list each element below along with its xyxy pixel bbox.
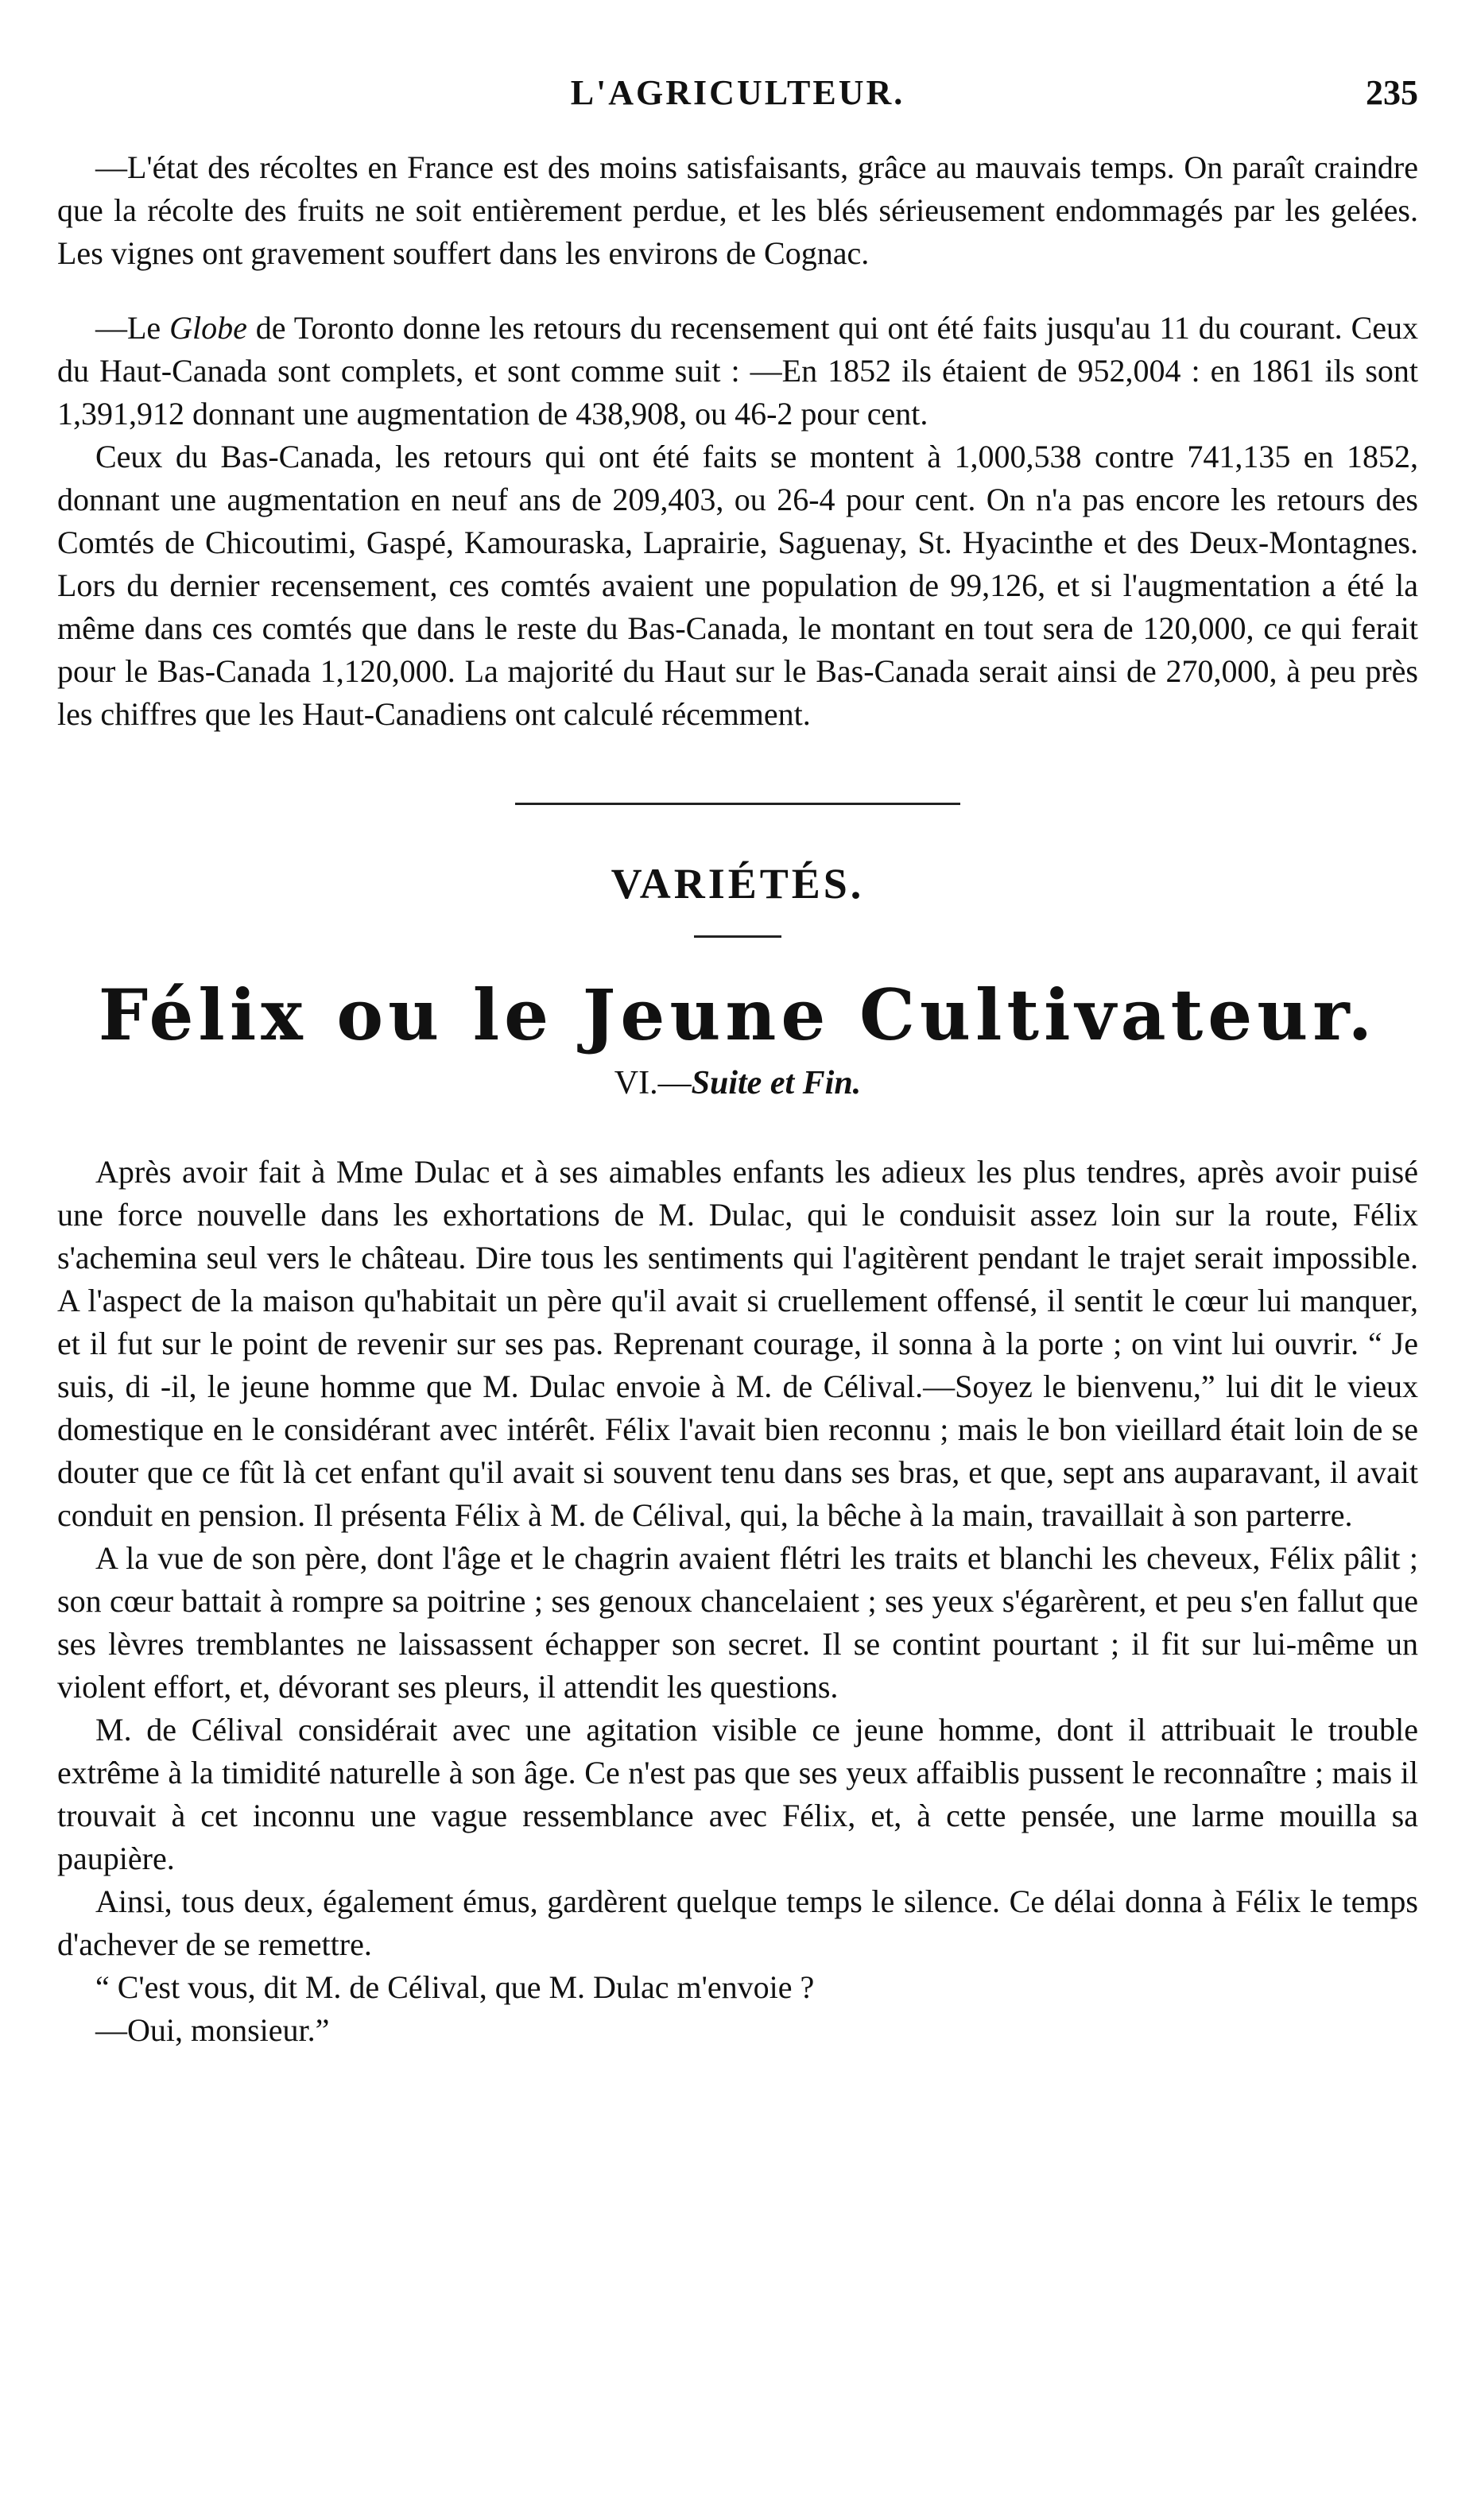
story-title: Félix ou le Jeune Cultivateur.: [98, 974, 1378, 1056]
globe-newspaper-name: Globe: [169, 310, 247, 346]
story-paragraph: Après avoir fait à Mme Dulac et à ses aimables enfants les adieux les plus tendres, après avoir puisé une force nouvelle dans les exhortations de M. Dulac, qui le conduisit assez loin sur la route, Félix s'achemina seul vers le château. Dire tous les sentiments qui l'agitèrent pendant le trajet serait impossible. A l'aspect de la maison qu'habitait un père qu'il avait si cruellement offensé, il sentit le cœur lui manquer, et il fut sur le point de revenir sur ses pas. Reprenant courage, il sonna à la porte ; on vint lui ouvrir. “ Je suis, di -il, le jeune homme que M. Dulac envoie à M. de Célival.—Soyez le bienvenu,” lui dit le vieux domestique en le considérant avec intérêt. Félix l'avait bien reconnu ; mais le bon vieillard était loin de se douter que ce fût là cet enfant qu'il avait si souvent tenu dans ses bras, et que, sept ans auparavant, il avait conduit en pension. Il présenta Félix à M. de Célival, qui, la bêche à la main, travaillait à son parterre.: [57, 1154, 1418, 1533]
book-page: [57, 72, 1418, 2052]
story-dialogue: —Oui, monsieur.”: [95, 2012, 330, 2048]
story-dialogue: “ C'est vous, dit M. de Célival, que M. Dulac m'envoie ?: [95, 1969, 815, 2005]
news-paragraph-france: —L'état des récoltes en France est des moins satisfaisants, grâce au mauvais temps. On paraît craindre que la récolte des fruits ne soit entièrement perdue, et les blés sérieusement endommagés par les gelées. Les vignes ont gravement souffert dans les environs de Cognac.: [57, 149, 1418, 271]
short-rule: [694, 935, 781, 938]
news-paragraph-census: [57, 307, 1418, 435]
chapter-subtitle: Suite et Fin.: [691, 1065, 862, 1101]
page-header: [57, 72, 1418, 122]
chapter-heading: [57, 1062, 1418, 1105]
page-number: 235: [1366, 73, 1418, 112]
census-lead: —Le: [95, 310, 170, 346]
news-paragraph-bas-canada: Ceux du Bas-Canada, les retours qui ont été faits se montent à 1,000,538 contre 741,135 en 1852, donnant une augmentation en neuf ans de 209,403, ou 26-4 pour cent. On n'a pas encore les retours des Comtés de Chicoutimi, Gaspé, Kamouraska, Laprairie, Saguenay, St. Hyacinthe et des Deux-Montagnes. Lors du dernier recensement, ces comtés avaient une population de 99,126, et si l'augmentation a été la même dans ces comtés que dans le reste du Bas-Canada, le montant en tout sera de 120,000, ce qui ferait pour le Bas-Canada 1,120,000. La majorité du Haut sur le Bas-Canada serait ainsi de 270,000, à peu près les chiffres que les Haut-Canadiens ont calculé récemment.: [57, 439, 1418, 732]
running-title: L'AGRICULTEUR.: [570, 73, 905, 112]
census-text: de Toronto donne les retours du recensement qui ont été faits jusqu'au 11 du courant. Ceux du Haut-Canada sont complets, et sont comme suit : —En 1852 ils étaient de 952,004 : en 1861 ils sont 1,391,912 donnant une augmentation de 438,908, ou 46-2 pour cent.: [57, 310, 1419, 432]
section-separator: [515, 803, 960, 805]
story-paragraph: A la vue de son père, dont l'âge et le chagrin avaient flétri les traits et blanchi les cheveux, Félix pâlit ; son cœur battait à rompre sa poitrine ; ses genoux chancelaient ; ses yeux s'égarèrent, et peu s'en fallut que ses lèvres tremblantes ne laissassent échapper son secret. Il se contint pourtant ; il fit sur lui-même un violent effort, et, dévorant ses pleurs, il attendit les questions.: [57, 1540, 1418, 1705]
section-title: VARIÉTÉS.: [611, 860, 865, 908]
story-paragraph: M. de Célival considérait avec une agitation visible ce jeune homme, dont il attribuait le trouble extrême à la timidité naturelle à son âge. Ce n'est pas que ses yeux affaiblis pussent le reconnaître ; mais il trouvait à cet inconnu une vague ressemblance avec Félix, et, à cette pensée, une larme mouilla sa paupière.: [57, 1712, 1418, 1876]
story-paragraph: Ainsi, tous deux, également émus, gardèrent quelque temps le silence. Ce délai donna à Félix le temps d'achever de se remettre.: [57, 1883, 1418, 1962]
chapter-number: VI.—: [614, 1065, 692, 1101]
